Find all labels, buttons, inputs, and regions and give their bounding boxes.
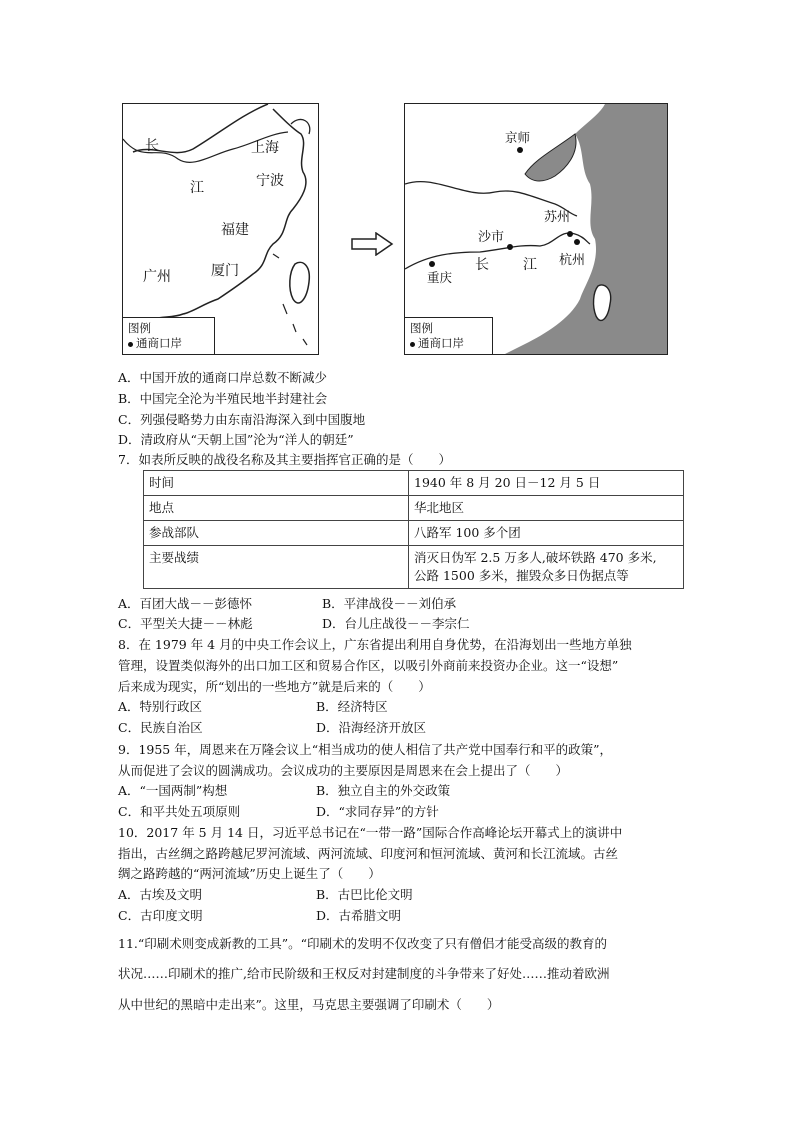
q9-option-d: D．“求同存异”的方针: [316, 804, 439, 819]
q8-option-a: A．特别行政区: [118, 699, 203, 714]
q6-option-a: A．中国开放的通商口岸总数不断减少: [118, 370, 328, 385]
map-before-label-xiamen: 厦门: [211, 263, 239, 279]
table-row: [144, 546, 684, 589]
q7-option-a: A．百团大战－－彭德怀: [118, 596, 253, 611]
table-cell: 1940 年 8 月 20 日－12 月 5 日: [409, 471, 684, 496]
q10-option-a: A．古埃及文明: [118, 887, 203, 902]
legend-title: 图例: [410, 321, 433, 335]
map-after-label-suzhou: 苏州: [544, 210, 571, 225]
map-before-label-guangzhou: 广州: [143, 269, 171, 285]
transition-arrow-icon: [350, 232, 394, 256]
q11-stem-line: 状况……印刷术的推广,给市民阶级和王权反对封建制度的斗争带来了好处……推动着欧洲: [118, 966, 610, 981]
q10-option-b: B．古巴比伦文明: [316, 887, 413, 902]
q7-option-d: D．台儿庄战役－－李宗仁: [322, 616, 470, 631]
map-before-label-ningbo: 宁波: [256, 173, 284, 189]
q7-option-b: B．平津战役－－刘伯承: [322, 596, 457, 611]
legend-item: 通商口岸: [410, 336, 486, 351]
table-row: [144, 521, 684, 546]
q11-stem-line: 11.“印刷术则变成新教的工具”。“印刷术的发明不仅改变了只有僧侣才能受高级的教育的: [118, 936, 608, 951]
q8-stem-line: 8．在 1979 年 4 月的中央工作会议上，广东省提出利用自身优势，在沿海划出一些地方单独: [118, 637, 632, 652]
table-cell: [409, 546, 684, 589]
legend-item: 通商口岸: [128, 336, 208, 351]
q9-stem-line: 从而促进了会议的圆满成功。会议成功的主要原因是周恩来在会上提出了（ ）: [118, 763, 569, 778]
q8-stem-line: 后来成为现实，所“划出的一些地方”就是后来的（ ）: [118, 679, 431, 694]
table-cell-line: 公路 1500 多米，摧毁众多日伪据点等: [414, 568, 629, 583]
map-before-label-jiang: 江: [190, 180, 204, 196]
map-after-label-chang: 长: [475, 257, 489, 273]
map-before-label-fujian: 福建: [221, 222, 249, 238]
table-row: [144, 496, 684, 521]
q11-stem-line: 从中世纪的黑暗中走出来”。这里，马克思主要强调了印刷术（ ）: [118, 997, 500, 1012]
table-cell: 八路军 100 多个团: [409, 521, 684, 546]
q9-option-c: C．和平共处五项原则: [118, 804, 241, 819]
q10-stem-line: 绸之路跨越的“两河流域”历史上诞生了（ ）: [118, 866, 381, 881]
q7-stem: 7．如表所反映的战役名称及其主要指挥官正确的是（ ）: [118, 452, 451, 467]
q10-stem-line: 10．2017 年 5 月 14 日，习近平总书记在“一带一路”国际合作高峰论坛开幕式上的演讲中: [118, 825, 623, 840]
q8-stem-line: 管理，设置类似海外的出口加工区和贸易合作区，以吸引外商前来投资办企业。这一“设想”: [118, 658, 619, 673]
legend-title: 图例: [128, 321, 151, 335]
q6-option-b: B．中国完全沦为半殖民地半封建社会: [118, 391, 328, 406]
table-cell: 地点: [144, 496, 409, 521]
q8-option-d: D．沿海经济开放区: [316, 720, 427, 735]
map-after: [404, 103, 668, 355]
table-row: [144, 471, 684, 496]
map-before-legend: [123, 317, 215, 354]
q8-option-b: B．经济特区: [316, 699, 388, 714]
q10-option-c: C．古印度文明: [118, 908, 203, 923]
table-cell: 主要战绩: [144, 546, 409, 589]
q6-option-d: D．清政府从“天朝上国”沦为“洋人的朝廷”: [118, 432, 354, 447]
map-before-label-shanghai: 上海: [251, 140, 279, 156]
table-cell: 参战部队: [144, 521, 409, 546]
port-dot-icon: [128, 342, 133, 347]
q9-option-a: A．“一国两制”构想: [118, 783, 228, 798]
port-dot-icon: [410, 342, 415, 347]
map-before: [122, 103, 319, 355]
table-cell-line: 消灭日伪军 2.5 万多人,破坏铁路 470 多米,: [414, 550, 657, 565]
table-cell: 华北地区: [409, 496, 684, 521]
q6-option-c: C．列强侵略势力由东南沿海深入到中国腹地: [118, 412, 366, 427]
q9-option-b: B．独立自主的外交政策: [316, 783, 451, 798]
q7-table: [143, 470, 684, 589]
map-after-label-chongqing: 重庆: [427, 270, 453, 285]
map-before-label-chang: 长: [145, 138, 159, 154]
q10-stem-line: 指出，古丝绸之路跨越尼罗河流域、两河流域、印度河和恒河流域、黄河和长江流域。古丝: [118, 846, 619, 861]
map-after-label-jiang: 江: [523, 257, 537, 273]
q8-option-c: C．民族自治区: [118, 720, 203, 735]
map-after-label-hangzhou: 杭州: [559, 253, 586, 268]
q7-option-c: C．平型关大捷－－林彪: [118, 616, 253, 631]
map-after-label-shashi: 沙市: [478, 230, 505, 245]
map-after-legend: [405, 317, 493, 354]
table-cell: 时间: [144, 471, 409, 496]
q9-stem-line: 9．1955 年，周恩来在万隆会议上“相当成功的使人相信了共产党中国奉行和平的政策”，: [118, 742, 613, 757]
map-after-label-jingshi: 京师: [505, 130, 531, 145]
q10-option-d: D．古希腊文明: [316, 908, 402, 923]
